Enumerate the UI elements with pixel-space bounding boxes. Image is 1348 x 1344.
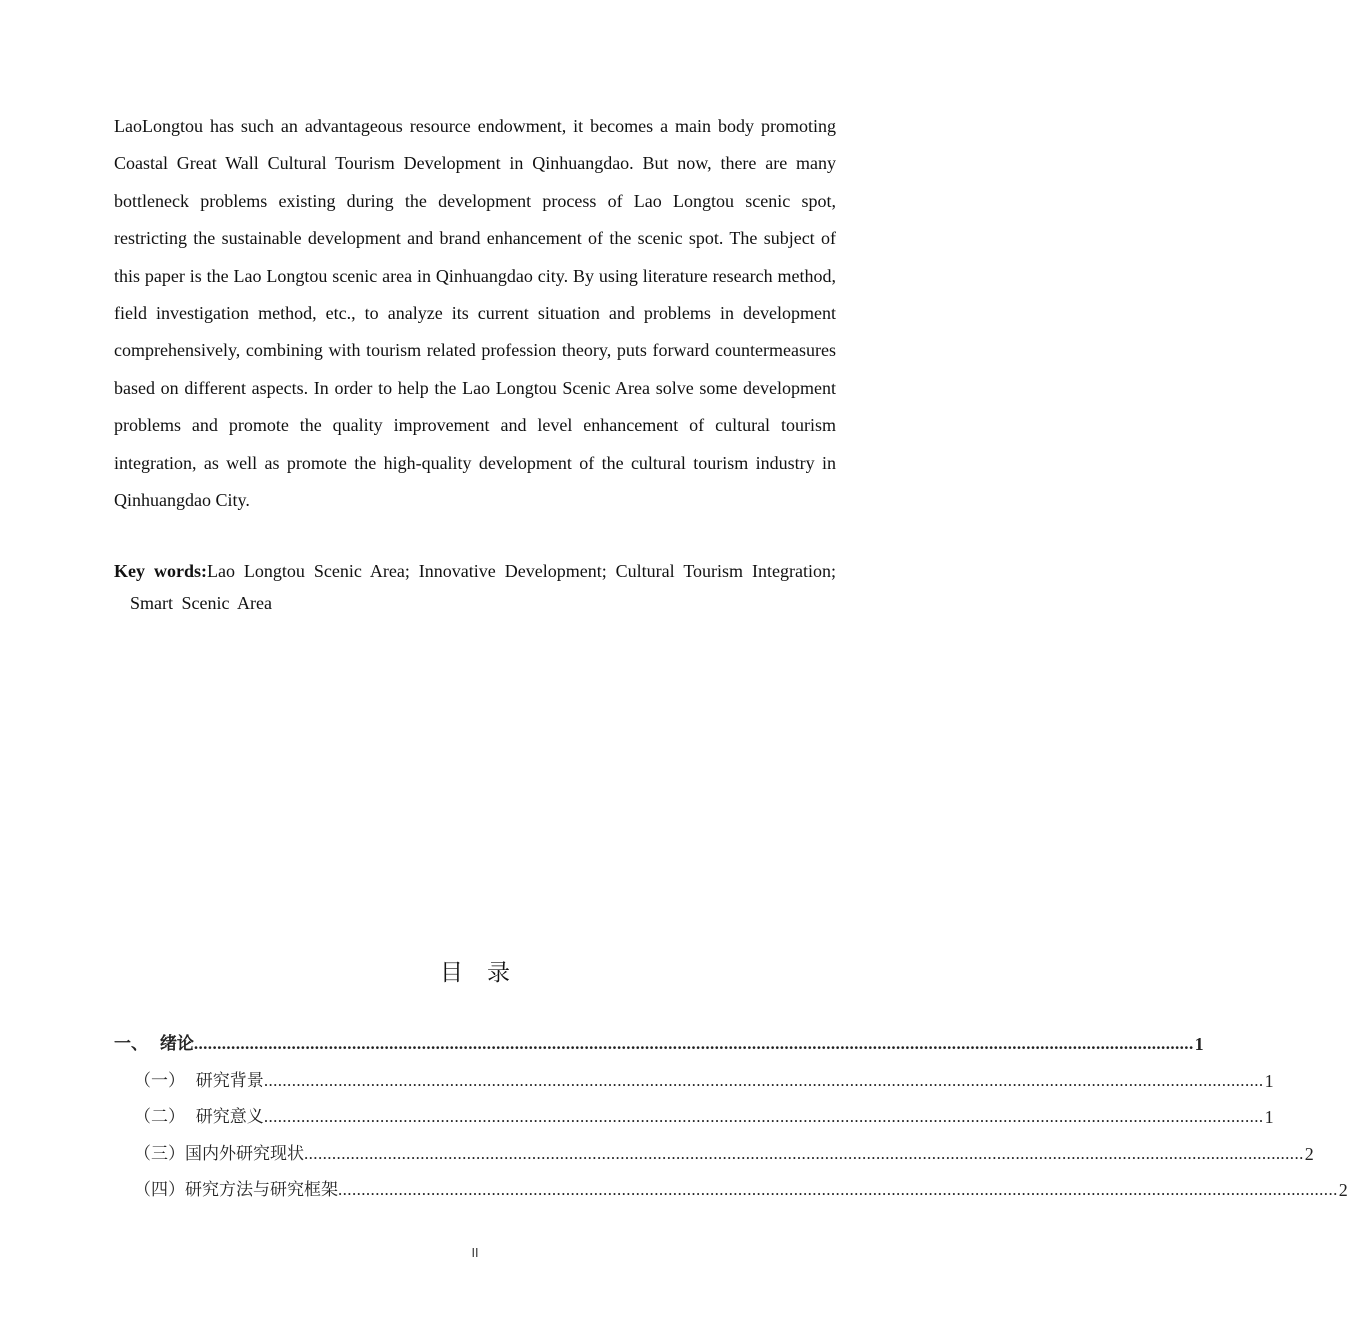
toc-entry-research-significance[interactable] (134, 1105, 1274, 1129)
toc-entry-introduction[interactable] (114, 1032, 1204, 1056)
toc-entry-label: （二） 研究意义 (134, 1107, 264, 1127)
toc-leader-dots: ....................................................................................................................................................................................................................... (338, 1180, 1338, 1199)
toc-page-number: 2 (1304, 1144, 1314, 1164)
toc-page-number: 1 (1194, 1034, 1204, 1054)
toc-leader-dots: ....................................................................................................................................................................................................................... (263, 1071, 1264, 1090)
toc-entry-research-status[interactable] (134, 1142, 1314, 1166)
abstract-paragraph: LaoLongtou has such an advantageous resource endowment, it becomes a main body promoting Coastal Great Wall Cultural Tourism Development in Qinhuangdao. But now, there are many bottleneck problems existing during the development process of Lao Longtou scenic spot, restricting the sustainable development and brand enhancement of the scenic spot. The subject of this paper is the Lao Longtou scenic area in Qinhuangdao city. By using literature research method, field investigation method, etc., to analyze its current situation and problems in development comprehensively, combining with tourism related profession theory, puts forward countermeasures based on different aspects. In order to help the Lao Longtou Scenic Area solve some development problems and promote the quality improvement and level enhancement of cultural tourism integration, as well as promote the high-quality development of the cultural tourism industry in Qinhuangdao City. (114, 116, 836, 511)
toc-entry-label: 一、 绪论 (114, 1034, 194, 1054)
keywords-line (114, 556, 836, 619)
toc-entry-research-background[interactable] (134, 1069, 1274, 1093)
toc-entry-label: （一） 研究背景 (134, 1071, 264, 1091)
page-number-footer: II (471, 1246, 479, 1260)
toc-leader-dots: ....................................................................................................................................................................................................................... (304, 1144, 1304, 1163)
toc-entry-label: （四）研究方法与研究框架 (134, 1180, 338, 1200)
toc-entry-label: （三）国内外研究现状 (134, 1144, 304, 1164)
toc-leader-dots: ....................................................................................................................................................................................................................... (263, 1107, 1264, 1126)
toc-entry-research-methods[interactable] (134, 1178, 1348, 1202)
toc-page-number: 1 (1264, 1107, 1274, 1127)
toc-title: 目录 (440, 960, 534, 986)
keywords-label: Key words: (114, 561, 207, 581)
keywords-text: Lao Longtou Scenic Area; Innovative Development; Cultural Tourism Integration; Smart Scenic Area (130, 561, 836, 613)
toc-page-number: 1 (1264, 1071, 1274, 1091)
toc-page-number: 2 (1338, 1180, 1348, 1200)
toc-leader-dots: ....................................................................................................................................................................................................................... (193, 1034, 1194, 1053)
